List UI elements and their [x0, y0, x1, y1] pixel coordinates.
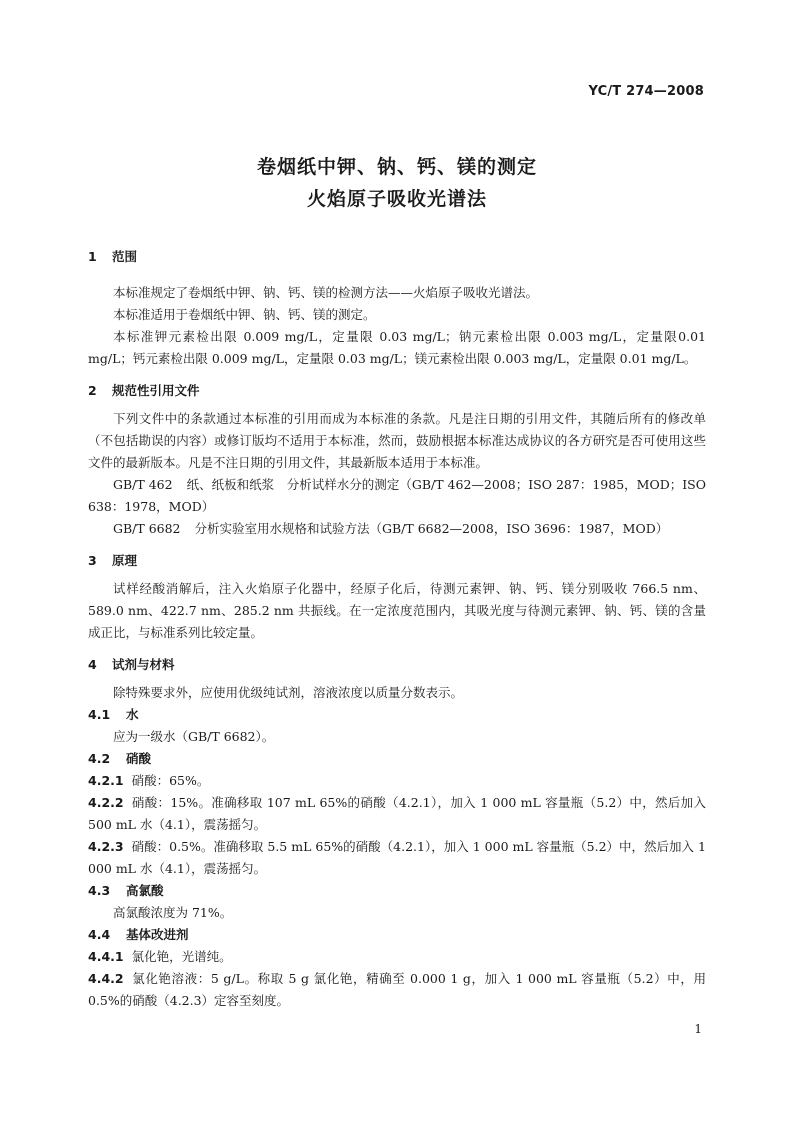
clause-4-2-2	[88, 792, 706, 836]
document-title-line2: 火焰原子吸收光谱法	[306, 188, 487, 210]
subsection-title: 高氯酸	[126, 883, 164, 898]
document-body	[88, 246, 706, 1012]
section-heading-2	[88, 380, 706, 402]
section-title: 原理	[112, 553, 138, 568]
subsection-number: 4.4	[88, 927, 111, 942]
clause-4-2-1	[88, 770, 706, 792]
paragraph: 本标准规定了卷烟纸中钾、钠、钙、镁的检测方法——火焰原子吸收光谱法。	[113, 285, 539, 300]
subsection-heading-4-3	[88, 880, 706, 902]
section-title: 规范性引用文件	[112, 383, 200, 398]
subsection-heading-4-2	[88, 748, 706, 770]
subsection-number: 4.2	[88, 751, 111, 766]
paragraph: 应为一级水（GB/T 6682）。	[113, 729, 275, 744]
clause-number: 4.4.1	[88, 949, 124, 964]
paragraph: 下列文件中的条款通过本标准的引用而成为本标准的条款。凡是注日期的引用文件，其随后所有的修改单（不包括勘误的内容）或修订版均不适用于本标准，然而，鼓励根据本标准达成协议的各方研究是否可使用这些文件的最新版本。凡是不注日期的引用文件，其最新版本适用于本标准。	[88, 411, 706, 470]
paragraph: 本标准钾元素检出限 0.009 mg/L，定量限 0.03 mg/L；钠元素检出限 0.003 mg/L，定量限0.01 mg/L；钙元素检出限 0.009 mg/L，定量限 0.03 mg/L；镁元素检出限 0.003 mg/L，定量限 0.01 mg/L。	[88, 329, 706, 366]
subsection-title: 硝酸	[126, 751, 152, 766]
clause-text: 硝酸：15%。准确移取 107 mL 65%的硝酸（4.2.1），加入 1 000 mL 容量瓶（5.2）中，然后加入 500 mL 水（4.1），震荡摇匀。	[88, 795, 706, 832]
section-number: 1	[88, 249, 97, 264]
paragraph: 试样经酸消解后，注入火焰原子化器中，经原子化后，待测元素钾、钠、钙、镁分别吸收 766.5 nm、589.0 nm、422.7 nm、285.2 nm 共振线。在一定浓度范围内，其吸光度与待测元素钾、钠、钙、镁的含量成正比，与标准系列比较定量。	[88, 581, 706, 640]
paragraph: 高氯酸浓度为 71%。	[113, 905, 233, 920]
section-title: 试剂与材料	[112, 657, 175, 672]
section-title: 范围	[112, 249, 138, 264]
reference-code: GB/T 462	[113, 477, 173, 492]
paragraph: 除特殊要求外，应使用优级纯试剂，溶液浓度以质量分数表示。	[113, 685, 464, 700]
clause-4-4-2	[88, 968, 706, 1012]
page-number: 1	[694, 1022, 702, 1036]
section-number: 3	[88, 553, 97, 568]
section-number: 2	[88, 383, 97, 398]
clause-text: 硝酸：0.5%。准确移取 5.5 mL 65%的硝酸（4.2.1），加入 1 000 mL 容量瓶（5.2）中，然后加入 1 000 mL 水（4.1），震荡摇匀。	[88, 839, 706, 876]
section-heading-4	[88, 654, 706, 676]
reference-text: 分析实验室用水规格和试验方法（GB/T 6682—2008，ISO 3696：1987，MOD）	[194, 521, 669, 536]
subsection-number: 4.3	[88, 883, 111, 898]
reference-code: GB/T 6682	[113, 521, 181, 536]
clause-text: 氯化铯溶液：5 g/L。称取 5 g 氯化铯，精确至 0.000 1 g，加入 1 000 mL 容量瓶（5.2）中，用 0.5%的硝酸（4.2.3）定容至刻度。	[88, 971, 706, 1008]
subsection-heading-4-1	[88, 704, 706, 726]
clause-number: 4.2.2	[88, 795, 124, 810]
clause-4-4-1	[88, 946, 706, 968]
clause-number: 4.2.1	[88, 773, 124, 788]
normative-reference	[88, 518, 706, 540]
clause-4-2-3	[88, 836, 706, 880]
section-heading-1	[88, 246, 706, 268]
clause-text: 硝酸：65%。	[131, 773, 210, 788]
subsection-title: 基体改进剂	[126, 927, 189, 942]
section-number: 4	[88, 657, 97, 672]
clause-text: 氯化铯，光谱纯。	[131, 949, 232, 964]
subsection-number: 4.1	[88, 707, 111, 722]
normative-reference	[88, 474, 706, 518]
subsection-heading-4-4	[88, 924, 706, 946]
clause-number: 4.4.2	[88, 971, 124, 986]
standard-code: YC/T 274—2008	[588, 84, 704, 99]
section-heading-3	[88, 550, 706, 572]
document-title-line1: 卷烟纸中钾、钠、钙、镁的测定	[256, 156, 537, 178]
subsection-title: 水	[126, 707, 139, 722]
clause-number: 4.2.3	[88, 839, 124, 854]
paragraph: 本标准适用于卷烟纸中钾、钠、钙、镁的测定。	[113, 307, 376, 322]
reference-text: 纸、纸板和纸浆 分析试样水分的测定（GB/T 462—2008；ISO 287：1985，MOD；ISO 638：1978，MOD）	[88, 477, 706, 514]
